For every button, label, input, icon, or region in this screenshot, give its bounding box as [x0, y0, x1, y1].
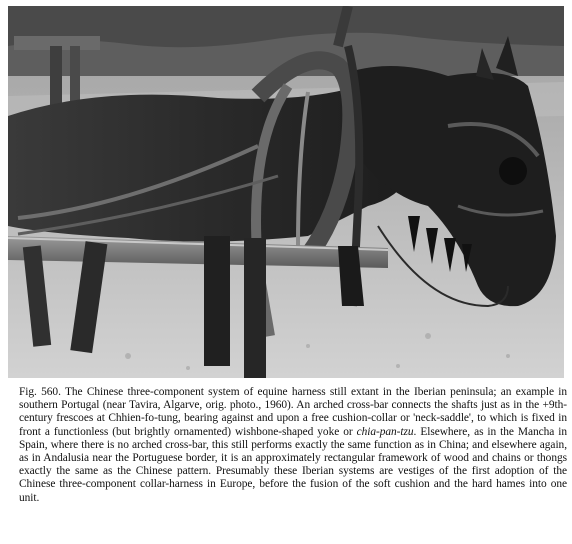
caption-text-part2: . Elsewhere, as in the Mancha in Spain, where there is no arched cross-bar, this still performs exactly the same function as in China; and elsewhere again, as in Andalusia near the Portuguese border, it is an approximately rectangular framework of wood and chains or thongs exactly the same as the Chinese pattern. Presumably these Iberian systems are vestiges of the first adoption of the Chinese three-component collar-harness in Europe, before the fusion of the soft cushion and the hard hames into one unit.	[19, 425, 568, 504]
figure-label: Fig. 560.	[19, 386, 61, 398]
harnessed-horse-photograph	[8, 6, 564, 378]
caption-text-part1: The Chinese three-component system of equine harness still extant in the Iberian peninsula; an example in southern Portugal (near Tavira, Algarve, orig. photo., 1960). An arched cross-bar connects the shafts just as in the +9th-century frescoes at Chhien-fo-tung, bearing against and upon a free cushion-collar or 'neck-saddle', to which is fixed in front a functionless (but brightly ornamented) wishbone-shaped yoke or	[19, 386, 568, 438]
figure-caption	[19, 386, 567, 505]
caption-romanized-term: chia-pan-tzu	[356, 425, 414, 438]
